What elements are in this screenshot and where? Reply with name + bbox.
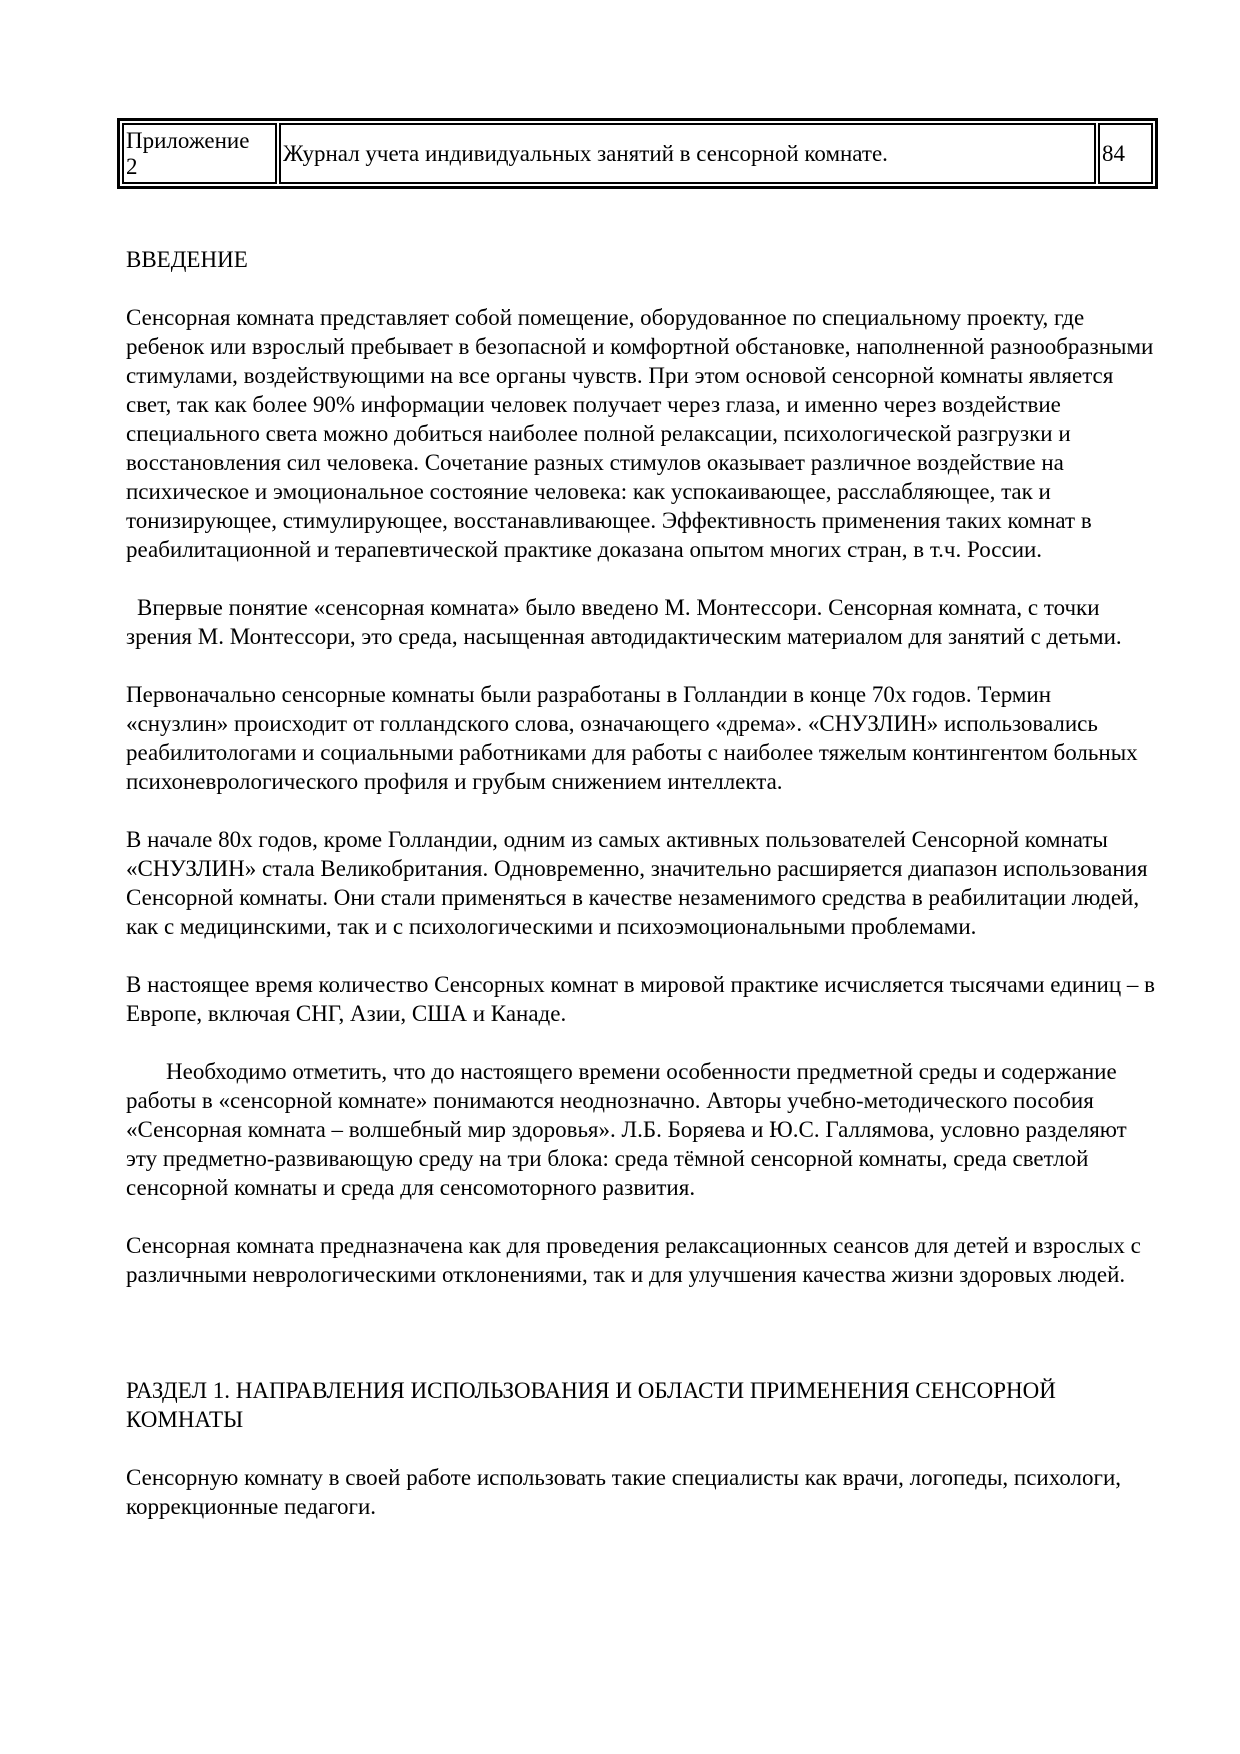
intro-paragraph: Сенсорная комната представляет собой помещение, оборудованное по специальному проекту, где ребенок или взрослый пребывает в безопасной и комфортной обстановке, наполненной разнообразными стимулами, воздействующими на все органы чувств. При этом основой сенсорной комнаты является свет, так как более 90% информации человек получает через глаза, и именно через воздействие специального света можно добиться наиболее полной релаксации, психологической разгрузки и восстановления сил человека. Сочетание разных стимулов оказывает различное воздействие на психическое и эмоциональное состояние человека: как успокаивающее, расслабляющее, так и тонизирующее, стимулирующее, восстанавливающее. Эффективность применения таких комнат в реабилитационной и терапевтической практике доказана опытом многих стран, в т.ч. России. [126,305,1154,562]
intro-paragraph: Первоначально сенсорные комнаты были разработаны в Голландии в конце 70х годов. Термин «снузлин» происходит от голландского слова, означающего «дрема». «СНУЗЛИН» использовались реабилитологами и социальными работниками для работы с наиболее тяжелым контингентом больных психоневрологического профиля и грубым снижением интеллекта. [126,682,1138,794]
page-number: 84 [1102,140,1125,166]
intro-paragraph: В настоящее время количество Сенсорных комнат в мировой практике исчисляется тысячами единиц – в Европе, включая СНГ, Азии, США и Канаде. [126,972,1155,1026]
intro-paragraph: Сенсорная комната предназначена как для проведения релаксационных сеансов для детей и взрослых с различными неврологическими отклонениями, так и для улучшения качества жизни здоровых людей. [126,1233,1141,1287]
appendix-number: 2 [126,153,138,179]
contents-table-row [117,118,1158,189]
section1-paragraph: Сенсорную комнату в своей работе использовать такие специалисты как врачи, логопеды, психологи, коррекционные педагоги. [126,1465,1122,1519]
appendix-label-cell [122,123,277,184]
document-body [126,245,1156,1550]
appendix-label: Приложение [126,127,250,153]
section1-heading: РАЗДЕЛ 1. НАПРАВЛЕНИЯ ИСПОЛЬЗОВАНИЯ И ОБЛАСТИ ПРИМЕНЕНИЯ СЕНСОРНОЙ КОМНАТЫ [126,1378,1056,1432]
intro-paragraph: В начале 80х годов, кроме Голландии, одним из самых активных пользователей Сенсорной комнаты «СНУЗЛИН» стала Великобритания. Одновременно, значительно расширяется диапазон использования Сенсорной комнаты. Они стали применяться в качестве незаменимого средства в реабилитации людей, как с медицинскими, так и с психологическими и психоэмоциональными проблемами. [126,827,1148,939]
appendix-title-cell [279,123,1096,184]
section-spacer [126,1318,1156,1376]
page-number-cell [1098,123,1153,184]
intro-paragraph: Впервые понятие «сенсорная комната» было введено М. Монтессори. Сенсорная комната, с точки зрения М. Монтессори, это среда, насыщенная автодидактическим материалом для занятий с детьми. [126,595,1122,649]
intro-paragraph: Необходимо отметить, что до настоящего времени особенности предметной среды и содержание работы в «сенсорной комнате» понимаются неоднозначно. Авторы учебно-методического пособия «Сенсорная комната – волшебный мир здоровья». Л.Б. Боряева и Ю.С. Галлямова, условно разделяют эту предметно-развивающую среду на три блока: среда тёмной сенсорной комнаты, среда светлой сенсорной комнаты и среда для сенсомоторного развития. [126,1059,1127,1200]
intro-heading: ВВЕДЕНИЕ [126,247,248,272]
appendix-title: Журнал учета индивидуальных занятий в сенсорной комнате. [283,140,888,166]
